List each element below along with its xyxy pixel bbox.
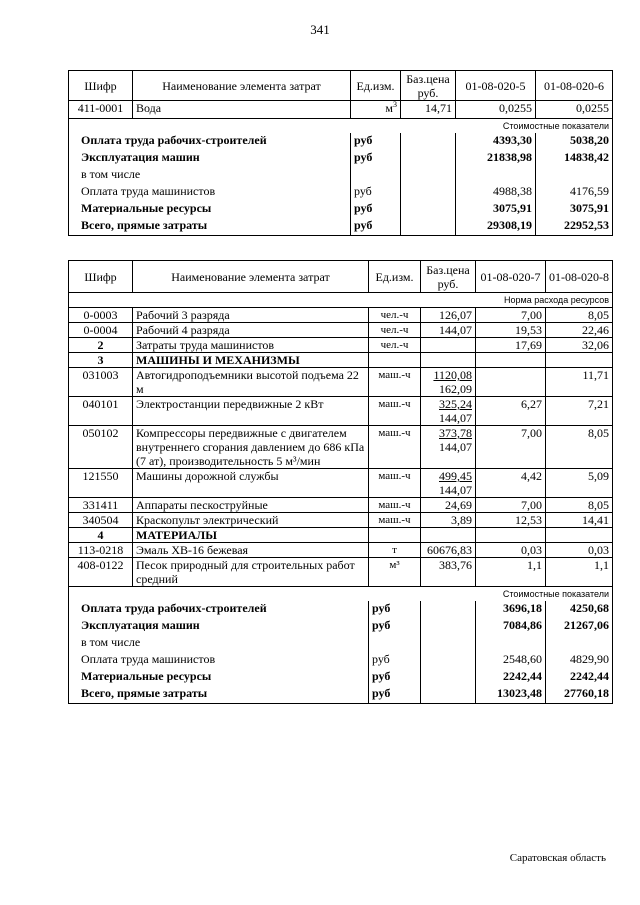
header-price: Баз.цена руб. bbox=[401, 71, 456, 101]
row-unit: маш.-ч bbox=[369, 513, 421, 528]
item-unit bbox=[351, 101, 401, 119]
region-footer: Саратовская область bbox=[509, 852, 606, 864]
cost-name: Всего, прямые затраты bbox=[69, 686, 369, 703]
cost-value-a: 7084,86 bbox=[476, 618, 546, 635]
row-unit: маш.-ч bbox=[369, 426, 421, 469]
row-value-a bbox=[476, 368, 546, 397]
cost-name: Оплата труда машинистов bbox=[69, 652, 369, 669]
row-price-secondary: 162,09 bbox=[439, 382, 472, 396]
row-price bbox=[421, 368, 476, 397]
cost-value-a: 13023,48 bbox=[476, 686, 546, 703]
row-value-a: 6,27 bbox=[476, 397, 546, 426]
cost-name: Оплата труда рабочих-строителей bbox=[69, 601, 369, 618]
header-col-7: 01-08-020-7 bbox=[476, 261, 546, 293]
section-label: Стоимостные показатели bbox=[476, 587, 613, 602]
row-code: 031003 bbox=[69, 368, 133, 397]
cost-row bbox=[69, 618, 613, 635]
cost-row bbox=[69, 686, 613, 703]
row-unit: чел.-ч bbox=[369, 338, 421, 353]
row-price bbox=[421, 353, 476, 368]
row-code: 040101 bbox=[69, 397, 133, 426]
header-col-6: 01-08-020-6 bbox=[536, 71, 613, 101]
cost-value-b: 4250,68 bbox=[546, 601, 613, 618]
row-value-b: 1,1 bbox=[546, 558, 613, 587]
row-price-value: 1120,08 bbox=[433, 368, 472, 382]
row-unit: чел.-ч bbox=[369, 323, 421, 338]
cost-empty bbox=[401, 167, 456, 184]
cost-value-a bbox=[476, 635, 546, 652]
row-value-b: 32,06 bbox=[546, 338, 613, 353]
row-value-a: 19,53 bbox=[476, 323, 546, 338]
cost-row bbox=[69, 218, 613, 235]
cost-row bbox=[69, 601, 613, 618]
norm-label: Норма расхода ресурсов bbox=[476, 293, 613, 308]
cost-unit: руб bbox=[369, 652, 421, 669]
cost-row bbox=[69, 635, 613, 652]
row-price-value: 373,78 bbox=[439, 426, 472, 440]
row-code: 4 bbox=[69, 528, 133, 543]
cost-name: в том числе bbox=[69, 167, 351, 184]
row-code: 050102 bbox=[69, 426, 133, 469]
table-header-row bbox=[69, 71, 613, 101]
cost-value-b: 3075,91 bbox=[536, 201, 613, 218]
cost-value-b: 22952,53 bbox=[536, 218, 613, 235]
table-row bbox=[69, 308, 613, 323]
row-value-b: 0,03 bbox=[546, 543, 613, 558]
cost-value-b bbox=[536, 167, 613, 184]
row-value-a bbox=[476, 353, 546, 368]
item-value-6: 0,0255 bbox=[536, 101, 613, 119]
row-name: Рабочий 4 разряда bbox=[133, 323, 369, 338]
cost-unit: руб bbox=[351, 218, 401, 235]
section-label-row bbox=[69, 587, 613, 602]
row-value-b: 5,09 bbox=[546, 469, 613, 498]
row-name: Эмаль ХВ-16 бежевая bbox=[133, 543, 369, 558]
cost-empty bbox=[421, 686, 476, 703]
table-row bbox=[69, 101, 613, 119]
cost-name: в том числе bbox=[69, 635, 369, 652]
item-name: Вода bbox=[133, 101, 351, 119]
cost-empty bbox=[401, 201, 456, 218]
row-unit: т bbox=[369, 543, 421, 558]
header-code: Шифр bbox=[69, 71, 133, 101]
cost-value-b: 2242,44 bbox=[546, 669, 613, 686]
cost-row bbox=[69, 184, 613, 201]
item-unit-sup: 3 bbox=[393, 100, 397, 109]
header-unit: Ед.изм. bbox=[351, 71, 401, 101]
cost-value-a: 3696,18 bbox=[476, 601, 546, 618]
row-value-b: 7,21 bbox=[546, 397, 613, 426]
row-price-value: 383,76 bbox=[439, 558, 472, 572]
cost-value-b: 27760,18 bbox=[546, 686, 613, 703]
cost-unit: руб bbox=[369, 618, 421, 635]
row-price-value: 325,24 bbox=[439, 397, 472, 411]
row-unit bbox=[369, 353, 421, 368]
row-code: 113-0218 bbox=[69, 543, 133, 558]
cost-unit: руб bbox=[351, 133, 401, 150]
row-code: 331411 bbox=[69, 498, 133, 513]
cost-row bbox=[69, 201, 613, 218]
cost-value-b: 21267,06 bbox=[546, 618, 613, 635]
item-price: 14,71 bbox=[401, 101, 456, 119]
row-value-a bbox=[476, 528, 546, 543]
row-value-a: 4,42 bbox=[476, 469, 546, 498]
cost-unit: руб bbox=[351, 184, 401, 201]
row-price bbox=[421, 469, 476, 498]
cost-row bbox=[69, 652, 613, 669]
cost-empty bbox=[421, 618, 476, 635]
row-code: 0-0004 bbox=[69, 323, 133, 338]
cost-value-b bbox=[546, 635, 613, 652]
cost-value-a: 4988,38 bbox=[456, 184, 536, 201]
row-price-value: 126,07 bbox=[439, 308, 472, 322]
row-code: 3 bbox=[69, 353, 133, 368]
table-row bbox=[69, 513, 613, 528]
row-value-a: 1,1 bbox=[476, 558, 546, 587]
cost-value-a: 2242,44 bbox=[476, 669, 546, 686]
cost-empty bbox=[401, 218, 456, 235]
cost-unit: руб bbox=[369, 669, 421, 686]
cost-row bbox=[69, 150, 613, 167]
resource-rows bbox=[69, 308, 613, 587]
cost-empty bbox=[421, 652, 476, 669]
row-value-a: 12,53 bbox=[476, 513, 546, 528]
cost-rows bbox=[69, 133, 613, 235]
header-name: Наименование элемента затрат bbox=[133, 71, 351, 101]
row-price bbox=[421, 498, 476, 513]
row-unit: маш.-ч bbox=[369, 469, 421, 498]
row-name: Автогидроподъемники высотой подъема 22 м bbox=[133, 368, 369, 397]
row-price bbox=[421, 513, 476, 528]
row-value-b bbox=[546, 528, 613, 543]
table-row bbox=[69, 323, 613, 338]
cost-value-b: 4829,90 bbox=[546, 652, 613, 669]
cost-unit: руб bbox=[369, 686, 421, 703]
header-unit: Ед.изм. bbox=[369, 261, 421, 293]
row-unit: м³ bbox=[369, 558, 421, 587]
row-value-b: 11,71 bbox=[546, 368, 613, 397]
cost-unit: руб bbox=[351, 201, 401, 218]
row-name: Электростанции передвижные 2 кВт bbox=[133, 397, 369, 426]
cost-empty bbox=[401, 150, 456, 167]
row-price bbox=[421, 558, 476, 587]
row-price-value: 3,89 bbox=[451, 513, 472, 527]
row-price bbox=[421, 528, 476, 543]
row-unit: маш.-ч bbox=[369, 368, 421, 397]
header-col-5: 01-08-020-5 bbox=[456, 71, 536, 101]
row-unit: маш.-ч bbox=[369, 498, 421, 513]
cost-empty bbox=[401, 133, 456, 150]
section-label-row bbox=[69, 119, 613, 134]
cost-value-a: 29308,19 bbox=[456, 218, 536, 235]
cost-empty bbox=[421, 669, 476, 686]
header-code: Шифр bbox=[69, 261, 133, 293]
table-row bbox=[69, 397, 613, 426]
item-value-5: 0,0255 bbox=[456, 101, 536, 119]
header-price: Баз.цена руб. bbox=[421, 261, 476, 293]
table-row bbox=[69, 469, 613, 498]
table-row bbox=[69, 368, 613, 397]
row-value-b bbox=[546, 353, 613, 368]
table-row bbox=[69, 558, 613, 587]
row-code: 340504 bbox=[69, 513, 133, 528]
row-price bbox=[421, 397, 476, 426]
resource-table-1 bbox=[68, 70, 613, 236]
section-label: Стоимостные показатели bbox=[456, 119, 613, 134]
row-name: Рабочий 3 разряда bbox=[133, 308, 369, 323]
cost-unit: руб bbox=[351, 150, 401, 167]
cost-value-b: 4176,59 bbox=[536, 184, 613, 201]
table-row bbox=[69, 426, 613, 469]
row-value-b: 14,41 bbox=[546, 513, 613, 528]
row-price-secondary: 144,07 bbox=[439, 440, 472, 454]
page-number: 341 bbox=[310, 22, 330, 37]
cost-name: Эксплуатация машин bbox=[69, 150, 351, 167]
row-value-b: 8,05 bbox=[546, 308, 613, 323]
norm-label-row bbox=[69, 293, 613, 308]
row-name: Песок природный для строительных работ средний bbox=[133, 558, 369, 587]
table-row bbox=[69, 338, 613, 353]
row-code: 408-0122 bbox=[69, 558, 133, 587]
row-price bbox=[421, 323, 476, 338]
row-price-value: 499,45 bbox=[439, 469, 472, 483]
cost-unit bbox=[351, 167, 401, 184]
row-price-value: 24,69 bbox=[445, 498, 472, 512]
cost-unit: руб bbox=[369, 601, 421, 618]
cost-value-b: 14838,42 bbox=[536, 150, 613, 167]
item-unit-text: м bbox=[385, 101, 393, 115]
cost-name: Всего, прямые затраты bbox=[69, 218, 351, 235]
table-row bbox=[69, 353, 613, 368]
cost-unit bbox=[369, 635, 421, 652]
row-value-a: 7,00 bbox=[476, 308, 546, 323]
row-price bbox=[421, 543, 476, 558]
cost-row bbox=[69, 167, 613, 184]
row-name: Краскопульт электрический bbox=[133, 513, 369, 528]
table-header-row bbox=[69, 261, 613, 293]
row-price-secondary: 144,07 bbox=[439, 411, 472, 425]
row-unit: маш.-ч bbox=[369, 397, 421, 426]
row-price-secondary: 144,07 bbox=[439, 483, 472, 497]
row-value-a: 17,69 bbox=[476, 338, 546, 353]
row-value-b: 8,05 bbox=[546, 426, 613, 469]
row-unit: чел.-ч bbox=[369, 308, 421, 323]
cost-empty bbox=[421, 635, 476, 652]
table-row bbox=[69, 498, 613, 513]
row-name: Аппараты пескоструйные bbox=[133, 498, 369, 513]
row-price bbox=[421, 308, 476, 323]
cost-value-a: 2548,60 bbox=[476, 652, 546, 669]
cost-value-a: 3075,91 bbox=[456, 201, 536, 218]
row-price bbox=[421, 426, 476, 469]
row-value-a: 0,03 bbox=[476, 543, 546, 558]
row-name: Компрессоры передвижные с двигателем внутреннего сгорания давлением до 686 кПа (7 ат), производительность 5 м³/мин bbox=[133, 426, 369, 469]
resource-table-2 bbox=[68, 260, 613, 704]
row-value-a: 7,00 bbox=[476, 426, 546, 469]
cost-name: Материальные ресурсы bbox=[69, 201, 351, 218]
cost-name: Материальные ресурсы bbox=[69, 669, 369, 686]
cost-rows bbox=[69, 601, 613, 703]
row-price-value: 144,07 bbox=[439, 323, 472, 337]
row-price-value: 60676,83 bbox=[427, 543, 472, 557]
cost-empty bbox=[401, 184, 456, 201]
cost-value-b: 5038,20 bbox=[536, 133, 613, 150]
table-row bbox=[69, 543, 613, 558]
cost-value-a bbox=[456, 167, 536, 184]
cost-row bbox=[69, 133, 613, 150]
row-name: МАТЕРИАЛЫ bbox=[133, 528, 369, 543]
cost-row bbox=[69, 669, 613, 686]
row-name: Машины дорожной службы bbox=[133, 469, 369, 498]
cost-value-a: 4393,30 bbox=[456, 133, 536, 150]
row-value-a: 7,00 bbox=[476, 498, 546, 513]
item-code: 411-0001 bbox=[69, 101, 133, 119]
row-name: МАШИНЫ И МЕХАНИЗМЫ bbox=[133, 353, 369, 368]
cost-name: Эксплуатация машин bbox=[69, 618, 369, 635]
header-col-8: 01-08-020-8 bbox=[546, 261, 613, 293]
row-price bbox=[421, 338, 476, 353]
row-value-b: 22,46 bbox=[546, 323, 613, 338]
row-unit bbox=[369, 528, 421, 543]
cost-name: Оплата труда рабочих-строителей bbox=[69, 133, 351, 150]
cost-value-a: 21838,98 bbox=[456, 150, 536, 167]
row-value-b: 8,05 bbox=[546, 498, 613, 513]
row-code: 121550 bbox=[69, 469, 133, 498]
row-code: 0-0003 bbox=[69, 308, 133, 323]
header-name: Наименование элемента затрат bbox=[133, 261, 369, 293]
row-name: Затраты труда машинистов bbox=[133, 338, 369, 353]
row-code: 2 bbox=[69, 338, 133, 353]
cost-empty bbox=[421, 601, 476, 618]
table-row bbox=[69, 528, 613, 543]
cost-name: Оплата труда машинистов bbox=[69, 184, 351, 201]
